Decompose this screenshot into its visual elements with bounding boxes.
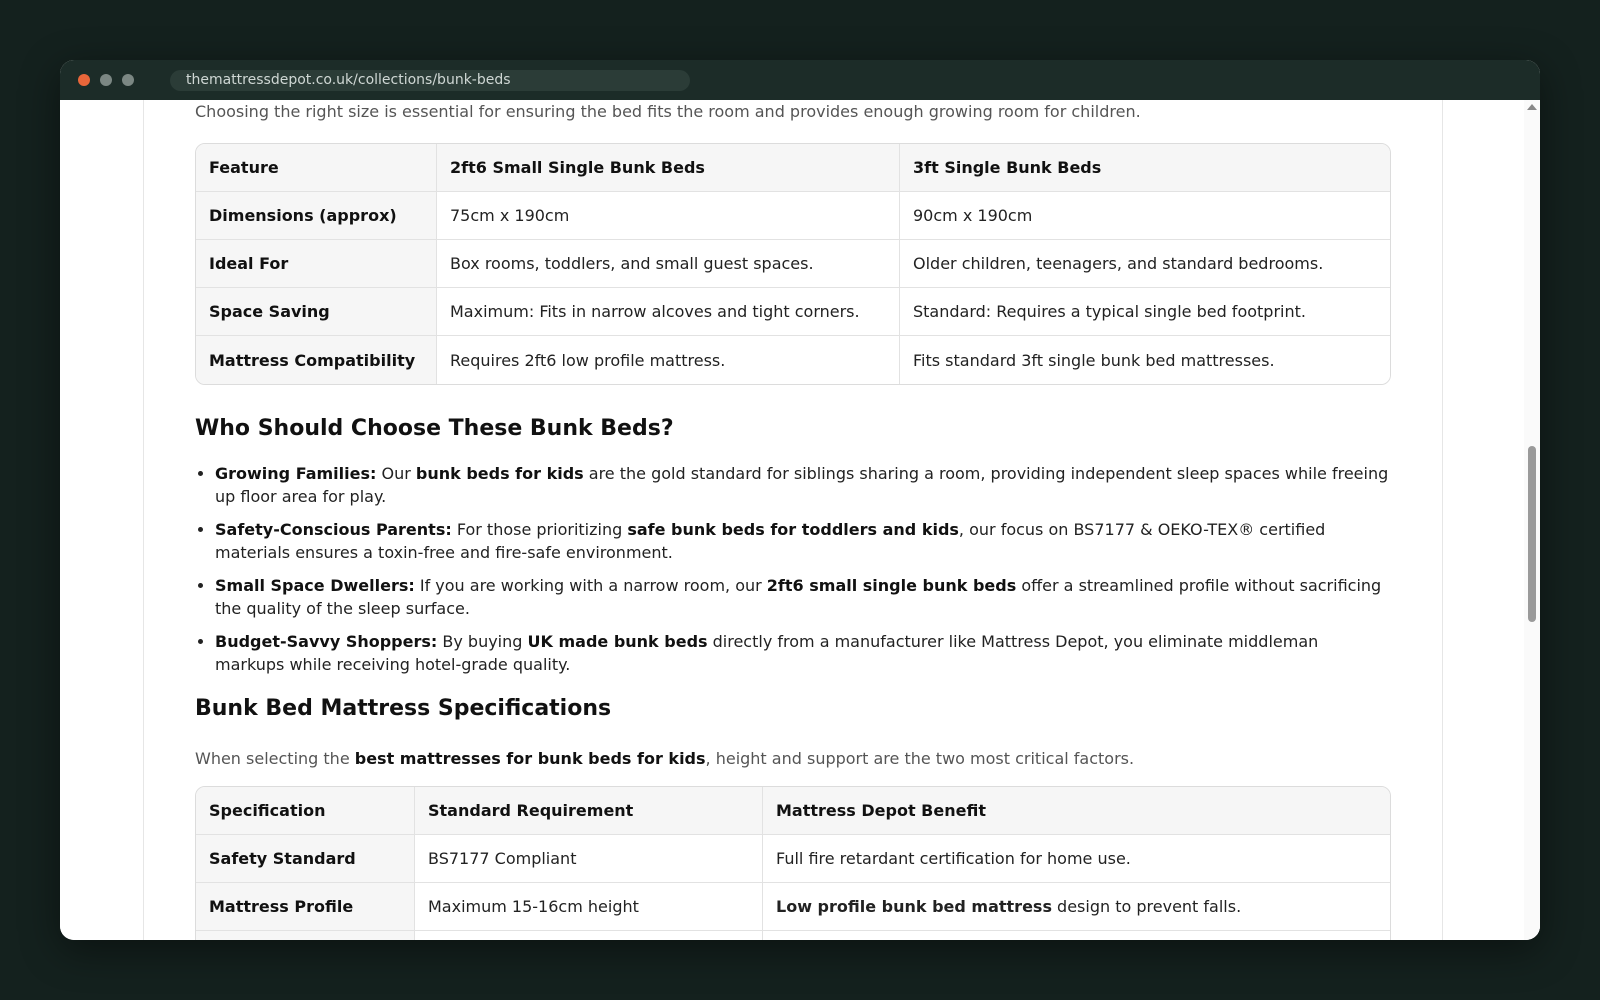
table-cell: Older children, teenagers, and standard bedrooms. [900,240,1390,288]
table-header-row [196,144,1390,192]
spec-intro-keyword: best mattresses for bunk beds for kids [354,749,706,768]
mattress-specifications-heading: Bunk Bed Mattress Specifications [195,696,612,721]
list-item-keyword: 2ft6 small single bunk beds [766,576,1017,595]
table-row-label [196,931,415,940]
table-cell: Fits standard 3ft single bunk bed mattresses. [900,336,1390,384]
close-window-button[interactable] [78,74,90,86]
spec-intro-text: When selecting the [195,749,355,768]
list-item-keyword: safe bunk beds for toddlers and kids [627,520,959,539]
list-item [215,630,1391,676]
table-cell-text: design to prevent falls. [1051,897,1242,916]
table-cell [763,931,1390,940]
audience-list [215,462,1391,686]
list-item-label: Budget-Savvy Shoppers: [215,632,438,651]
table-cell: Maximum 15-16cm height [415,883,763,931]
list-item-label: Growing Families: [215,464,377,483]
table-row-label: Space Saving [196,288,437,336]
list-item [215,462,1391,508]
scrollbar-thumb[interactable] [1528,446,1536,622]
table-cell: Requires 2ft6 low profile mattress. [437,336,900,384]
page-viewport [60,100,1540,940]
list-item-text: If you are working with a narrow room, our [414,576,767,595]
table-row [196,835,1390,883]
list-item-label: Small Space Dwellers: [215,576,415,595]
address-bar[interactable]: themattressdepot.co.uk/collections/bunk-beds [170,70,690,91]
table-row-label: Safety Standard [196,835,415,883]
specifications-intro [195,749,1134,768]
table-cell: Full fire retardant certification for home use. [763,835,1390,883]
table-header-cell: Standard Requirement [415,787,763,835]
who-should-choose-heading: Who Should Choose These Bunk Beds? [195,416,674,441]
table-row [196,336,1390,384]
table-header-row [196,787,1390,835]
vertical-scrollbar[interactable] [1524,100,1540,940]
table-header-cell: Feature [196,144,437,192]
list-item [215,518,1391,564]
content-column [143,100,1443,940]
table-row-label: Mattress Compatibility [196,336,437,384]
spec-intro-text: , height and support are the two most critical factors. [705,749,1135,768]
table-cell [415,931,763,940]
list-item-text: are the gold standard for siblings sharing a room, providing independent sleep spaces while freeing up floor area for play. [215,464,1389,506]
table-row-label: Ideal For [196,240,437,288]
table-cell: BS7177 Compliant [415,835,763,883]
table-cell: Box rooms, toddlers, and small guest spaces. [437,240,900,288]
list-item-keyword: bunk beds for kids [415,464,584,483]
sizing-intro: Choosing the right size is essential for ensuring the bed fits the room and provides enough growing room for children. [195,102,1141,121]
table-row [196,192,1390,240]
table-header-cell: Mattress Depot Benefit [763,787,1390,835]
maximize-window-button[interactable] [122,74,134,86]
table-cell [763,883,1390,931]
list-item-text: Our [376,464,416,483]
list-item-keyword: UK made bunk beds [527,632,708,651]
table-header-cell: 2ft6 Small Single Bunk Beds [437,144,900,192]
list-item-text: By buying [437,632,528,651]
table-row-label: Mattress Profile [196,883,415,931]
specifications-table [195,786,1391,940]
table-row [196,288,1390,336]
table-header-cell: 3ft Single Bunk Beds [900,144,1390,192]
table-row [196,883,1390,931]
table-cell: Maximum: Fits in narrow alcoves and tight corners. [437,288,900,336]
browser-window [60,60,1540,940]
title-bar [60,60,1540,100]
list-item-text: For those prioritizing [451,520,628,539]
table-cell: Standard: Requires a typical single bed footprint. [900,288,1390,336]
table-row [196,931,1390,940]
table-cell-keyword: Low profile bunk bed mattress [776,897,1052,916]
sizing-table [195,143,1391,385]
list-item-label: Safety-Conscious Parents: [215,520,452,539]
table-cell: 75cm x 190cm [437,192,900,240]
list-item-text: offer a streamlined profile without sacrificing the quality of the sleep surface. [215,576,1382,618]
list-item-text: , our focus on BS7177 & OEKO-TEX® certified materials ensures a toxin-free and fire-safe environment. [215,520,1326,562]
list-item-text: directly from a manufacturer like Mattress Depot, you eliminate middleman markups while receiving hotel-grade quality. [215,632,1319,674]
table-header-cell: Specification [196,787,415,835]
scroll-up-arrow-icon[interactable] [1527,104,1537,110]
table-cell: 90cm x 190cm [900,192,1390,240]
table-row [196,240,1390,288]
minimize-window-button[interactable] [100,74,112,86]
table-row-label: Dimensions (approx) [196,192,437,240]
list-item [215,574,1391,620]
